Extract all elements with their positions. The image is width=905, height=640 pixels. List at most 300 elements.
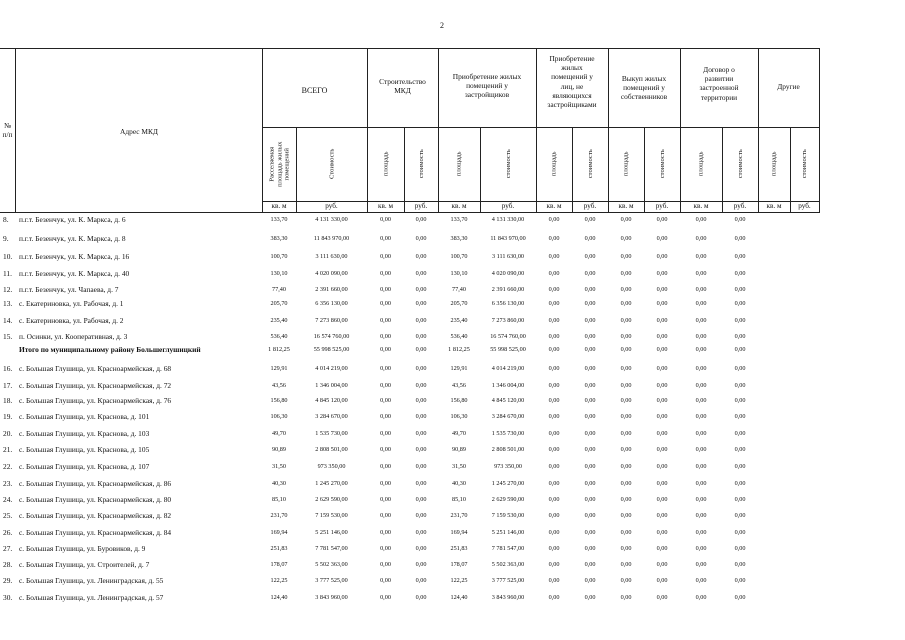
column-rule [367,48,368,212]
value-cell: 100,70 [270,253,288,260]
table-row [0,380,905,396]
unit-label: кв. м [693,202,709,210]
row-number: 28. [3,560,13,569]
value-cell: 0,00 [620,594,632,601]
row-number: 14. [3,316,13,325]
value-cell: 973 350,00 [494,463,522,470]
value-cell: 0,00 [584,270,596,277]
address-header: Адрес МКД [120,127,158,136]
group-header: Приобретение жилых помещений у застройщиков [452,72,522,100]
table-row [0,315,905,331]
value-cell: 0,00 [620,512,632,519]
value-cell: 0,00 [415,594,427,601]
value-cell: 0,00 [620,346,632,353]
value-cell: 43,56 [272,382,286,389]
value-cell: 0,00 [415,496,427,503]
table-row [0,428,905,444]
value-cell: 7 273 860,00 [315,317,348,324]
unit-label: кв. м [546,202,562,210]
value-cell: 0,00 [695,529,707,536]
row-number: 17. [3,381,13,390]
value-cell: 90,89 [272,446,286,453]
value-cell: 2 391 660,00 [315,286,348,293]
value-cell: 0,00 [380,512,391,519]
address-cell: п.г.т. Безенчук, ул. К. Маркса, д. 16 [19,252,130,261]
value-cell: 0,00 [380,270,391,277]
value-cell: 4 845 120,00 [491,397,525,404]
table-row [0,592,905,608]
value-cell: 133,70 [450,216,468,223]
value-cell: 0,00 [656,300,668,307]
value-cell: 0,00 [415,270,427,277]
address-cell: с. Большая Глушица, ул. Буровиков, д. 9 [19,544,146,553]
value-cell: 251,83 [450,545,468,552]
value-cell: 31,50 [452,463,466,470]
value-cell: 49,70 [272,430,286,437]
value-cell: 235,40 [270,317,288,324]
value-cell: 0,00 [734,300,746,307]
value-cell: 0,00 [415,561,427,568]
value-cell: 0,00 [380,235,391,242]
row-number: 9. [3,234,9,243]
table-top-rule [0,48,820,49]
value-cell: 0,00 [415,300,427,307]
value-cell: 55 998 525,00 [490,346,526,353]
value-cell: 0,00 [695,397,707,404]
value-cell: 251,83 [270,545,288,552]
value-cell: 77,40 [272,286,286,293]
value-cell: 0,00 [380,300,391,307]
value-cell: 0,00 [380,594,391,601]
value-cell: 0,00 [695,216,707,223]
value-cell: 0,00 [620,561,632,568]
value-cell: 0,00 [415,346,427,353]
value-cell: 1 535 730,00 [491,430,525,437]
address-cell: с. Большая Глушица, ул. Красноармейская, д. 68 [19,364,172,373]
unit-label: кв. м [451,202,467,210]
subcolumn-header: площадь [622,151,630,176]
subcolumn-header: стоимость [504,149,512,179]
value-cell: 1 346 004,00 [491,382,525,389]
value-cell: 0,00 [656,382,668,389]
table-row [0,395,905,411]
value-cell: 0,00 [415,545,427,552]
table-row [0,251,905,267]
value-cell: 235,40 [450,317,468,324]
total-row [0,344,905,360]
row-number: 25. [3,511,13,520]
subcolumn-header: Стоимость [327,148,335,179]
unit-label: руб. [583,202,597,210]
value-cell: 0,00 [415,577,427,584]
value-cell: 0,00 [656,365,668,372]
table-row [0,494,905,510]
value-cell: 90,89 [452,446,466,453]
value-cell: 0,00 [548,397,560,404]
subcolumn-header: стоимость [586,149,594,179]
group-header: Приобретение жилых помещений у лиц, не являющихся застройщиками [547,54,597,110]
value-cell: 0,00 [695,382,707,389]
value-cell: 536,40 [450,333,468,340]
address-cell: с. Екатериновка, ул. Рабочая, д. 1 [19,299,124,308]
address-cell: с. Большая Глушица, ул. Ленинградская, д. 55 [19,576,164,585]
subcolumn-header: площадь [381,151,389,176]
value-cell: 0,00 [734,413,746,420]
value-cell: 0,00 [620,496,632,503]
value-cell: 205,70 [450,300,468,307]
value-cell: 0,00 [734,561,746,568]
value-cell: 973 350,00 [317,463,346,470]
value-cell: 0,00 [620,365,632,372]
value-cell: 129,91 [450,365,468,372]
value-cell: 4 845 120,00 [315,397,348,404]
value-cell: 0,00 [734,512,746,519]
address-cell: с. Екатериновка, ул. Рабочая, д. 2 [19,316,124,325]
value-cell: 124,40 [450,594,468,601]
value-cell: 0,00 [380,397,391,404]
value-cell: 0,00 [656,253,668,260]
value-cell: 122,25 [450,577,468,584]
value-cell: 0,00 [584,365,596,372]
table-row [0,478,905,494]
value-cell: 7 781 547,00 [315,545,348,552]
row-number: 22. [3,462,13,471]
value-cell: 0,00 [584,216,596,223]
value-cell: 4 014 219,00 [315,365,348,372]
value-cell: 0,00 [734,397,746,404]
row-number: 10. [3,252,13,261]
row-number: 13. [3,299,13,308]
unit-label: руб. [501,202,515,210]
value-cell: 0,00 [548,253,560,260]
value-cell: 0,00 [548,463,560,470]
address-cell: п.г.т. Безенчук, ул. К. Маркса, д. 6 [19,215,126,224]
value-cell: 0,00 [584,430,596,437]
column-rule [790,127,791,212]
row-number: 20. [3,429,13,438]
unit-label: кв. м [271,202,287,210]
value-cell: 3 843 960,00 [315,594,348,601]
value-cell: 4 014 219,00 [491,365,525,372]
value-cell: 0,00 [656,430,668,437]
value-cell: 0,00 [734,346,746,353]
value-cell: 0,00 [584,512,596,519]
value-cell: 0,00 [548,365,560,372]
value-cell: 0,00 [620,480,632,487]
value-cell: 1 245 270,00 [491,480,525,487]
address-cell: с. Большая Глушица, ул. Ленинградская, д. 57 [19,593,164,602]
row-number: 19. [3,412,13,421]
table-row [0,298,905,314]
value-cell: 0,00 [656,235,668,242]
value-cell: 0,00 [548,545,560,552]
value-cell: 106,30 [450,413,468,420]
value-cell: 0,00 [620,446,632,453]
unit-label: руб. [325,202,338,210]
value-cell: 0,00 [620,430,632,437]
value-cell: 77,40 [452,286,466,293]
value-cell: 0,00 [656,594,668,601]
table-row [0,510,905,526]
subcolumn-header: стоимость [417,149,425,179]
table-row [0,444,905,460]
address-cell: с. Большая Глушица, ул. Краснова, д. 101 [19,412,150,421]
value-cell: 0,00 [620,253,632,260]
address-cell: с. Большая Глушица, ул. Краснова, д. 105 [19,445,150,454]
value-cell: 0,00 [695,480,707,487]
value-cell: 0,00 [548,480,560,487]
table-row [0,527,905,543]
group-header: Другие [777,82,800,91]
column-rule [608,48,609,212]
value-cell: 0,00 [584,286,596,293]
value-cell: 0,00 [695,430,707,437]
row-number: 11. [3,269,12,278]
value-cell: 0,00 [548,413,560,420]
value-cell: 0,00 [695,270,707,277]
value-cell: 0,00 [584,253,596,260]
value-cell: 1 812,25 [448,346,470,353]
value-cell: 0,00 [695,333,707,340]
value-cell: 205,70 [270,300,288,307]
address-cell: с. Большая Глушица, ул. Красноармейская, д. 76 [19,396,172,405]
value-cell: 0,00 [620,333,632,340]
value-cell: 2 629 590,00 [491,496,525,503]
value-cell: 0,00 [548,300,560,307]
value-cell: 0,00 [656,216,668,223]
value-cell: 0,00 [380,413,391,420]
row-number: 12. [3,285,13,294]
value-cell: 31,50 [272,463,286,470]
value-cell: 4 131 330,00 [315,216,348,223]
value-cell: 0,00 [734,382,746,389]
value-cell: 0,00 [548,561,560,568]
value-cell: 124,40 [270,594,288,601]
column-rule [15,48,16,212]
column-rule [480,127,481,212]
group-header-rule [262,127,820,128]
value-cell: 0,00 [548,496,560,503]
value-cell: 156,80 [270,397,288,404]
value-cell: 0,00 [548,346,560,353]
value-cell: 0,00 [548,270,560,277]
value-cell: 536,40 [270,333,288,340]
value-cell: 0,00 [620,270,632,277]
value-cell: 0,00 [380,561,391,568]
value-cell: 0,00 [380,529,391,536]
value-cell: 5 251 146,00 [491,529,525,536]
address-cell: с. Большая Глушица, ул. Строителей, д. 7 [19,560,150,569]
value-cell: 0,00 [415,333,427,340]
value-cell: 0,00 [734,365,746,372]
value-cell: 0,00 [584,480,596,487]
value-cell: 0,00 [695,317,707,324]
value-cell: 169,94 [450,529,468,536]
value-cell: 0,00 [415,463,427,470]
column-rule [644,127,645,212]
value-cell: 0,00 [695,253,707,260]
value-cell: 3 284 670,00 [491,413,525,420]
value-cell: 178,07 [270,561,288,568]
value-cell: 0,00 [734,577,746,584]
row-number-header: № п/п [2,121,13,140]
units-bottom-rule [0,212,820,213]
row-number: 26. [3,528,13,537]
value-cell: 0,00 [734,286,746,293]
value-cell: 0,00 [415,286,427,293]
value-cell: 43,56 [452,382,466,389]
value-cell: 156,80 [450,397,468,404]
value-cell: 231,70 [270,512,288,519]
value-cell: 133,70 [270,216,288,223]
value-cell: 0,00 [584,397,596,404]
value-cell: 0,00 [584,561,596,568]
value-cell: 0,00 [695,512,707,519]
value-cell: 0,00 [548,512,560,519]
value-cell: 0,00 [548,286,560,293]
value-cell: 0,00 [656,561,668,568]
value-cell: 100,70 [450,253,468,260]
value-cell: 0,00 [380,463,391,470]
value-cell: 4 020 090,00 [315,270,348,277]
table-row [0,575,905,591]
unit-label: руб. [414,202,428,210]
value-cell: 4 131 330,00 [491,216,525,223]
value-cell: 0,00 [584,545,596,552]
value-cell: 0,00 [695,235,707,242]
value-cell: 0,00 [548,317,560,324]
row-number: 21. [3,445,13,454]
subcolumn-header: Расселяемая площадь жилых помещений [267,141,290,187]
value-cell: 16 574 760,00 [490,333,526,340]
table-row [0,363,905,379]
value-cell: 0,00 [415,480,427,487]
value-cell: 0,00 [415,529,427,536]
address-cell: с. Большая Глушица, ул. Краснова, д. 107 [19,462,150,471]
value-cell: 16 574 760,00 [313,333,350,340]
value-cell: 0,00 [656,480,668,487]
value-cell: 0,00 [695,346,707,353]
subcolumn-header: площадь [455,151,463,176]
subcolumn-header: площадь [550,151,558,176]
value-cell: 3 777 525,00 [315,577,348,584]
value-cell: 130,10 [270,270,288,277]
value-cell: 0,00 [620,286,632,293]
subcolumn-header: стоимость [736,149,744,179]
subcolumn-header: стоимость [800,149,808,179]
value-cell: 0,00 [656,545,668,552]
value-cell: 49,70 [452,430,466,437]
group-header: Строительство МКД [379,77,426,96]
value-cell: 0,00 [548,382,560,389]
value-cell: 0,00 [380,216,391,223]
value-cell: 0,00 [734,446,746,453]
value-cell: 0,00 [415,365,427,372]
row-number: 27. [3,544,13,553]
column-rule [819,48,820,212]
value-cell: 383,30 [270,235,288,242]
value-cell: 0,00 [415,253,427,260]
value-cell: 2 629 590,00 [315,496,348,503]
value-cell: 0,00 [734,333,746,340]
column-rule [722,127,723,212]
value-cell: 0,00 [584,446,596,453]
subcolumn-header: площадь [770,151,778,176]
unit-label: кв. м [766,202,782,210]
value-cell: 6 356 130,00 [491,300,525,307]
value-cell: 0,00 [656,286,668,293]
value-cell: 7 781 547,00 [491,545,525,552]
value-cell: 55 998 525,00 [313,346,350,353]
value-cell: 2 808 501,00 [491,446,525,453]
unit-label: кв. м [377,202,394,210]
value-cell: 383,30 [450,235,468,242]
value-cell: 122,25 [270,577,288,584]
total-label: Итого по муниципальному району Большеглушицкий [19,345,201,354]
value-cell: 0,00 [380,545,391,552]
value-cell: 0,00 [415,446,427,453]
value-cell: 0,00 [656,413,668,420]
value-cell: 11 843 970,00 [490,235,526,242]
value-cell: 0,00 [380,346,391,353]
value-cell: 40,30 [452,480,466,487]
value-cell: 0,00 [656,397,668,404]
value-cell: 0,00 [584,577,596,584]
value-cell: 0,00 [380,446,391,453]
value-cell: 0,00 [734,529,746,536]
value-cell: 0,00 [548,529,560,536]
row-number: 8. [3,215,9,224]
value-cell: 0,00 [695,496,707,503]
value-cell: 1 346 004,00 [315,382,348,389]
value-cell: 0,00 [656,446,668,453]
unit-label: руб. [655,202,669,210]
value-cell: 0,00 [695,594,707,601]
value-cell: 0,00 [548,430,560,437]
value-cell: 0,00 [620,397,632,404]
value-cell: 0,00 [695,286,707,293]
value-cell: 0,00 [584,300,596,307]
address-cell: с. Большая Глушица, ул. Красноармейская, д. 86 [19,479,172,488]
value-cell: 0,00 [415,382,427,389]
row-number: 23. [3,479,13,488]
value-cell: 0,00 [656,577,668,584]
column-rule [404,127,405,212]
value-cell: 0,00 [656,346,668,353]
value-cell: 0,00 [415,235,427,242]
value-cell: 0,00 [656,529,668,536]
value-cell: 0,00 [380,480,391,487]
value-cell: 0,00 [656,512,668,519]
column-rule [262,48,263,212]
table-row [0,543,905,559]
group-header: ВСЕГО [301,86,328,95]
table-row [0,233,905,249]
table-row [0,268,905,284]
value-cell: 178,07 [450,561,468,568]
address-cell: с. Большая Глушица, ул. Красноармейская, д. 72 [19,381,172,390]
value-cell: 0,00 [415,317,427,324]
value-cell: 0,00 [620,413,632,420]
value-cell: 0,00 [380,333,391,340]
value-cell: 0,00 [620,382,632,389]
value-cell: 0,00 [415,430,427,437]
value-cell: 0,00 [734,235,746,242]
table-row [0,559,905,575]
value-cell: 0,00 [620,235,632,242]
unit-label: кв. м [618,202,634,210]
value-cell: 129,91 [270,365,288,372]
